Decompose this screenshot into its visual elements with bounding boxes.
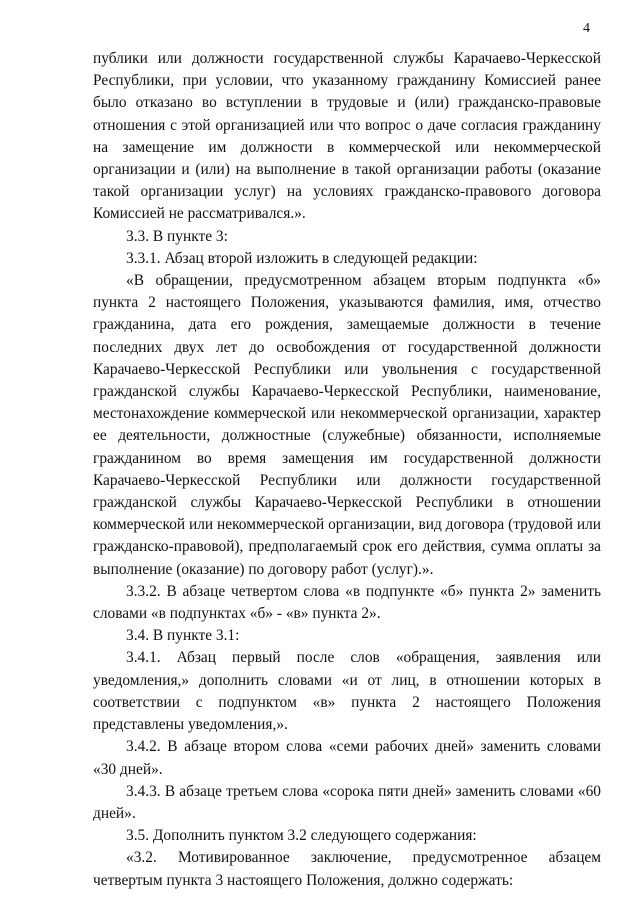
paragraph-3-3-1: 3.3.1. Абзац второй изложить в следующей редакции: bbox=[126, 249, 478, 267]
paragraph-3-5: 3.5. Дополнить пунктом 3.2 следующего содержания: bbox=[126, 827, 477, 845]
paragraph-3-4-1: 3.4.1. Абзац первый после слов «обращения, заявления или уведомления,» дополнить словами «и от лиц, в отношении которых в соответствии с подпунктом «в» пункта 2 настоящего Положения представлены уведомления,». bbox=[93, 649, 601, 734]
paragraph-3-4-3: 3.4.3. В абзаце третьем слова «сорока пяти дней» заменить словами «60 дней». bbox=[93, 782, 601, 822]
paragraph-3-2-quoted: «3.2. Мотивированное заключение, предусмотренное абзацем четвертым пункта 3 настоящего Положения, должно содержать: bbox=[93, 849, 601, 889]
paragraph-3-4: 3.4. В пункте 3.1: bbox=[126, 627, 240, 645]
paragraph-3-4-2: 3.4.2. В абзаце втором слова «семи рабочих дней» заменить словами «30 дней». bbox=[93, 738, 601, 778]
paragraph-3-3-2: 3.3.2. В абзаце четвертом слова «в подпункте «б» пункта 2» заменить словами «в подпунктах «б» - «в» пункта 2». bbox=[93, 582, 601, 623]
page-number: 4 bbox=[583, 21, 590, 36]
paragraph-continuation: публики или должности государственной службы Карачаево-Черкесской Республики, при условии, что указанному гражданину Комиссией ранее было отказано во вступлении в трудовые и (или) гражданско-правовые отношения с этой организацией или что вопрос о даче согласия гражданину на замещение им должности в коммерческой или некоммерческой организации и (или) на выполнение в такой организации работы (оказание такой организации услуг) на условиях гражданско-правового договора Комиссией не рассматривался.». bbox=[93, 50, 601, 223]
document-body bbox=[93, 48, 601, 892]
paragraph-quoted-text: «В обращении, предусмотренном абзацем вторым подпункта «б» пункта 2 настоящего Положения, указываются фамилия, имя, отчество гражданина, дата его рождения, замещаемые должности в течение последних двух лет до освобождения от государственной должности Карачаево-Черкесской Республики или увольнения с государственной гражданской службы Карачаево-Черкесской Республики, наименование, местонахождение коммерческой или некоммерческой организации, характер ее деятельности, должностные (служебные) обязанности, исполняемые гражданином во время замещения им государственной должности Карачаево-Черкесской Республики или должности государственной гражданской службы Карачаево-Черкесской Республики в отношении коммерческой или некоммерческой организации, вид договора (трудовой или гражданско-правовой), предполагаемый срок его действия, сумма оплаты за выполнение (оказание) по договору работ (услуг).». bbox=[93, 272, 601, 578]
paragraph-3-3: 3.3. В пункте 3: bbox=[126, 227, 228, 245]
